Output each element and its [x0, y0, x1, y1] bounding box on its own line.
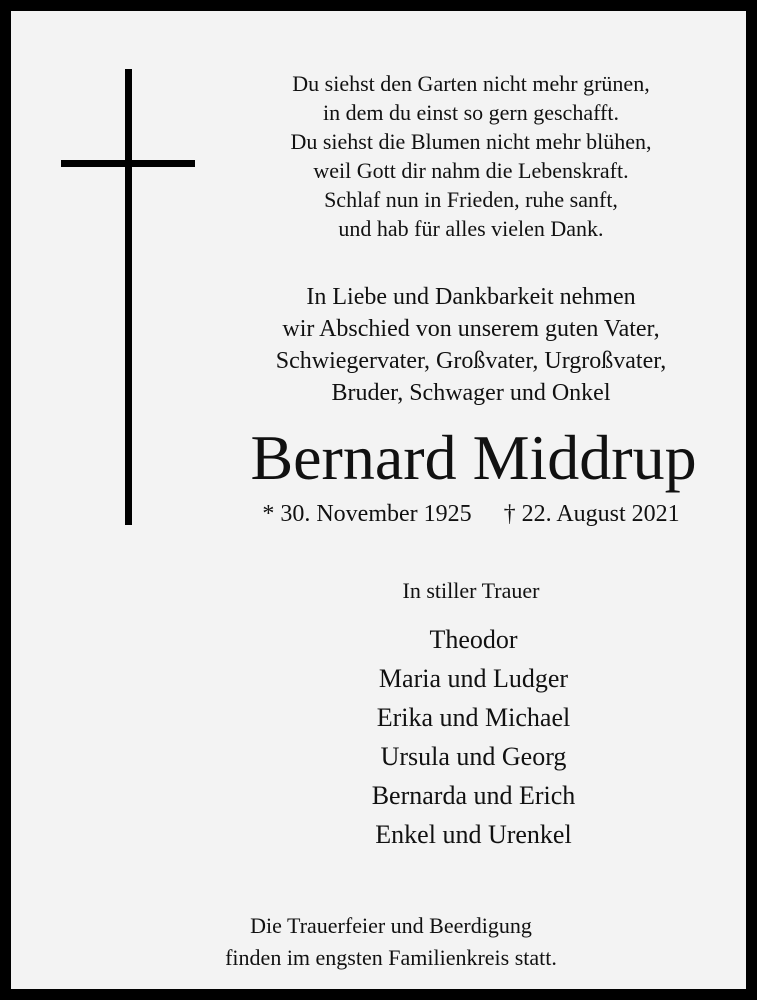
poem-line: Du siehst die Blumen nicht mehr blühen,: [290, 129, 652, 154]
mourner-entry: Erika und Michael: [376, 703, 571, 732]
poem-line: und hab für alles vielen Dank.: [338, 216, 604, 241]
death-date: † 22. August 2021: [503, 501, 680, 527]
mourner-entry: Bernarda und Erich: [371, 781, 576, 810]
footer-line: finden im engsten Familienkreis statt.: [225, 945, 557, 970]
life-dates: [231, 498, 711, 530]
mourner-entry: Enkel und Urenkel: [375, 820, 572, 849]
funeral-notice: [111, 910, 671, 974]
obituary-card: [11, 11, 746, 989]
intro-line: wir Abschied von unserem guten Vater,: [282, 316, 660, 342]
cross-icon-horizontal-bar: [61, 160, 195, 167]
mourners-list: [231, 620, 716, 854]
farewell-intro: [231, 281, 711, 409]
footer-line: Die Trauerfeier und Beerdigung: [250, 913, 532, 938]
cross-icon-vertical-bar: [125, 69, 132, 525]
poem-line: in dem du einst so gern geschafft.: [323, 100, 619, 125]
mourner-entry: Ursula und Georg: [380, 742, 567, 771]
intro-line: Schwiegervater, Großvater, Urgroßvater,: [275, 348, 667, 374]
deceased-name: Bernard Middrup: [250, 422, 697, 493]
poem: [231, 69, 711, 243]
intro-line: In Liebe und Dankbarkeit nehmen: [306, 284, 636, 310]
poem-line: Du siehst den Garten nicht mehr grünen,: [292, 71, 650, 96]
mourning-heading: In stiller Trauer: [402, 578, 540, 603]
mourner-entry: Theodor: [429, 625, 518, 654]
intro-line: Bruder, Schwager und Onkel: [331, 380, 611, 406]
poem-line: Schlaf nun in Frieden, ruhe sanft,: [324, 187, 618, 212]
mourner-entry: Maria und Ludger: [378, 664, 569, 693]
poem-line: weil Gott dir nahm die Lebenskraft.: [313, 158, 629, 183]
birth-date: * 30. November 1925: [262, 501, 472, 527]
